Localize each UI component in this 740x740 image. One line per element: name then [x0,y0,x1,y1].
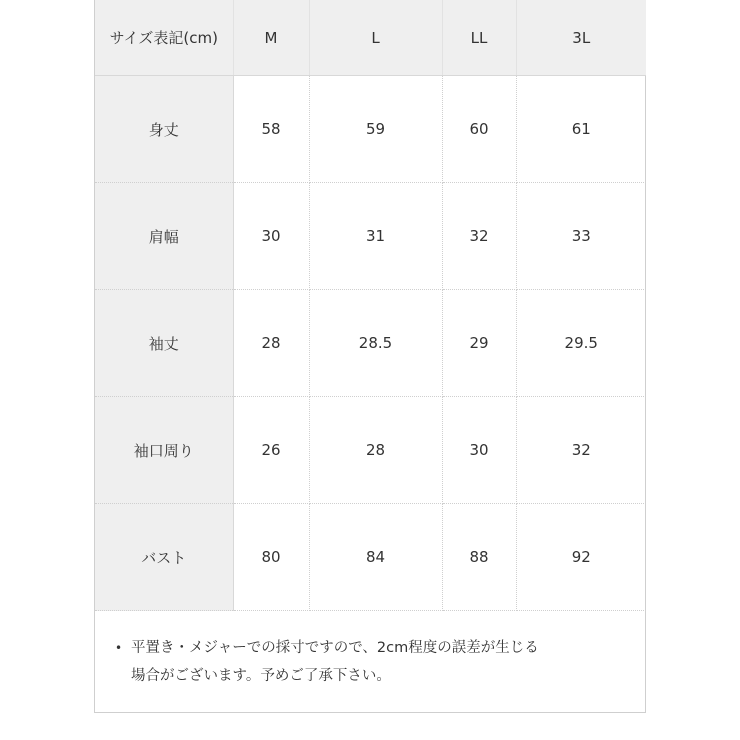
table-cell: 61 [516,76,646,183]
header-size-ll: LL [442,0,516,76]
note-text-line2: 場合がございます。予めご了承下さい。 [131,668,391,684]
table-row [95,504,646,611]
table-row [95,290,646,397]
table-row [95,76,646,183]
table-cell: 29 [442,290,516,397]
note-line [115,634,625,662]
table-cell: 80 [233,504,309,611]
table-cell: 59 [309,76,442,183]
table-cell: 33 [516,183,646,290]
row-label: 袖口周り [95,397,233,504]
table-cell: 28.5 [309,290,442,397]
table-cell: 28 [309,397,442,504]
size-table [95,0,646,611]
table-cell: 28 [233,290,309,397]
note-line [115,662,625,690]
measurement-note [115,634,625,690]
table-row [95,397,646,504]
table-cell: 92 [516,504,646,611]
bullet-spacer [115,662,131,690]
table-cell: 26 [233,397,309,504]
table-header-row [95,0,646,76]
table-cell: 30 [233,183,309,290]
size-chart-frame [94,0,646,713]
header-size-3l: 3L [516,0,646,76]
header-size-m: M [233,0,309,76]
table-cell: 84 [309,504,442,611]
row-label: 身丈 [95,76,233,183]
table-cell: 32 [442,183,516,290]
table-cell: 58 [233,76,309,183]
header-size-l: L [309,0,442,76]
row-label: バスト [95,504,233,611]
table-cell: 60 [442,76,516,183]
table-cell: 32 [516,397,646,504]
header-size-label: サイズ表記(cm) [95,0,233,76]
row-label: 肩幅 [95,183,233,290]
table-row [95,183,646,290]
note-text-line1: 平置き・メジャーでの採寸ですので、2cm程度の誤差が生じる [131,640,539,656]
table-cell: 31 [309,183,442,290]
table-cell: 30 [442,397,516,504]
table-cell: 29.5 [516,290,646,397]
bullet-icon: • [115,641,123,655]
row-label: 袖丈 [95,290,233,397]
table-cell: 88 [442,504,516,611]
